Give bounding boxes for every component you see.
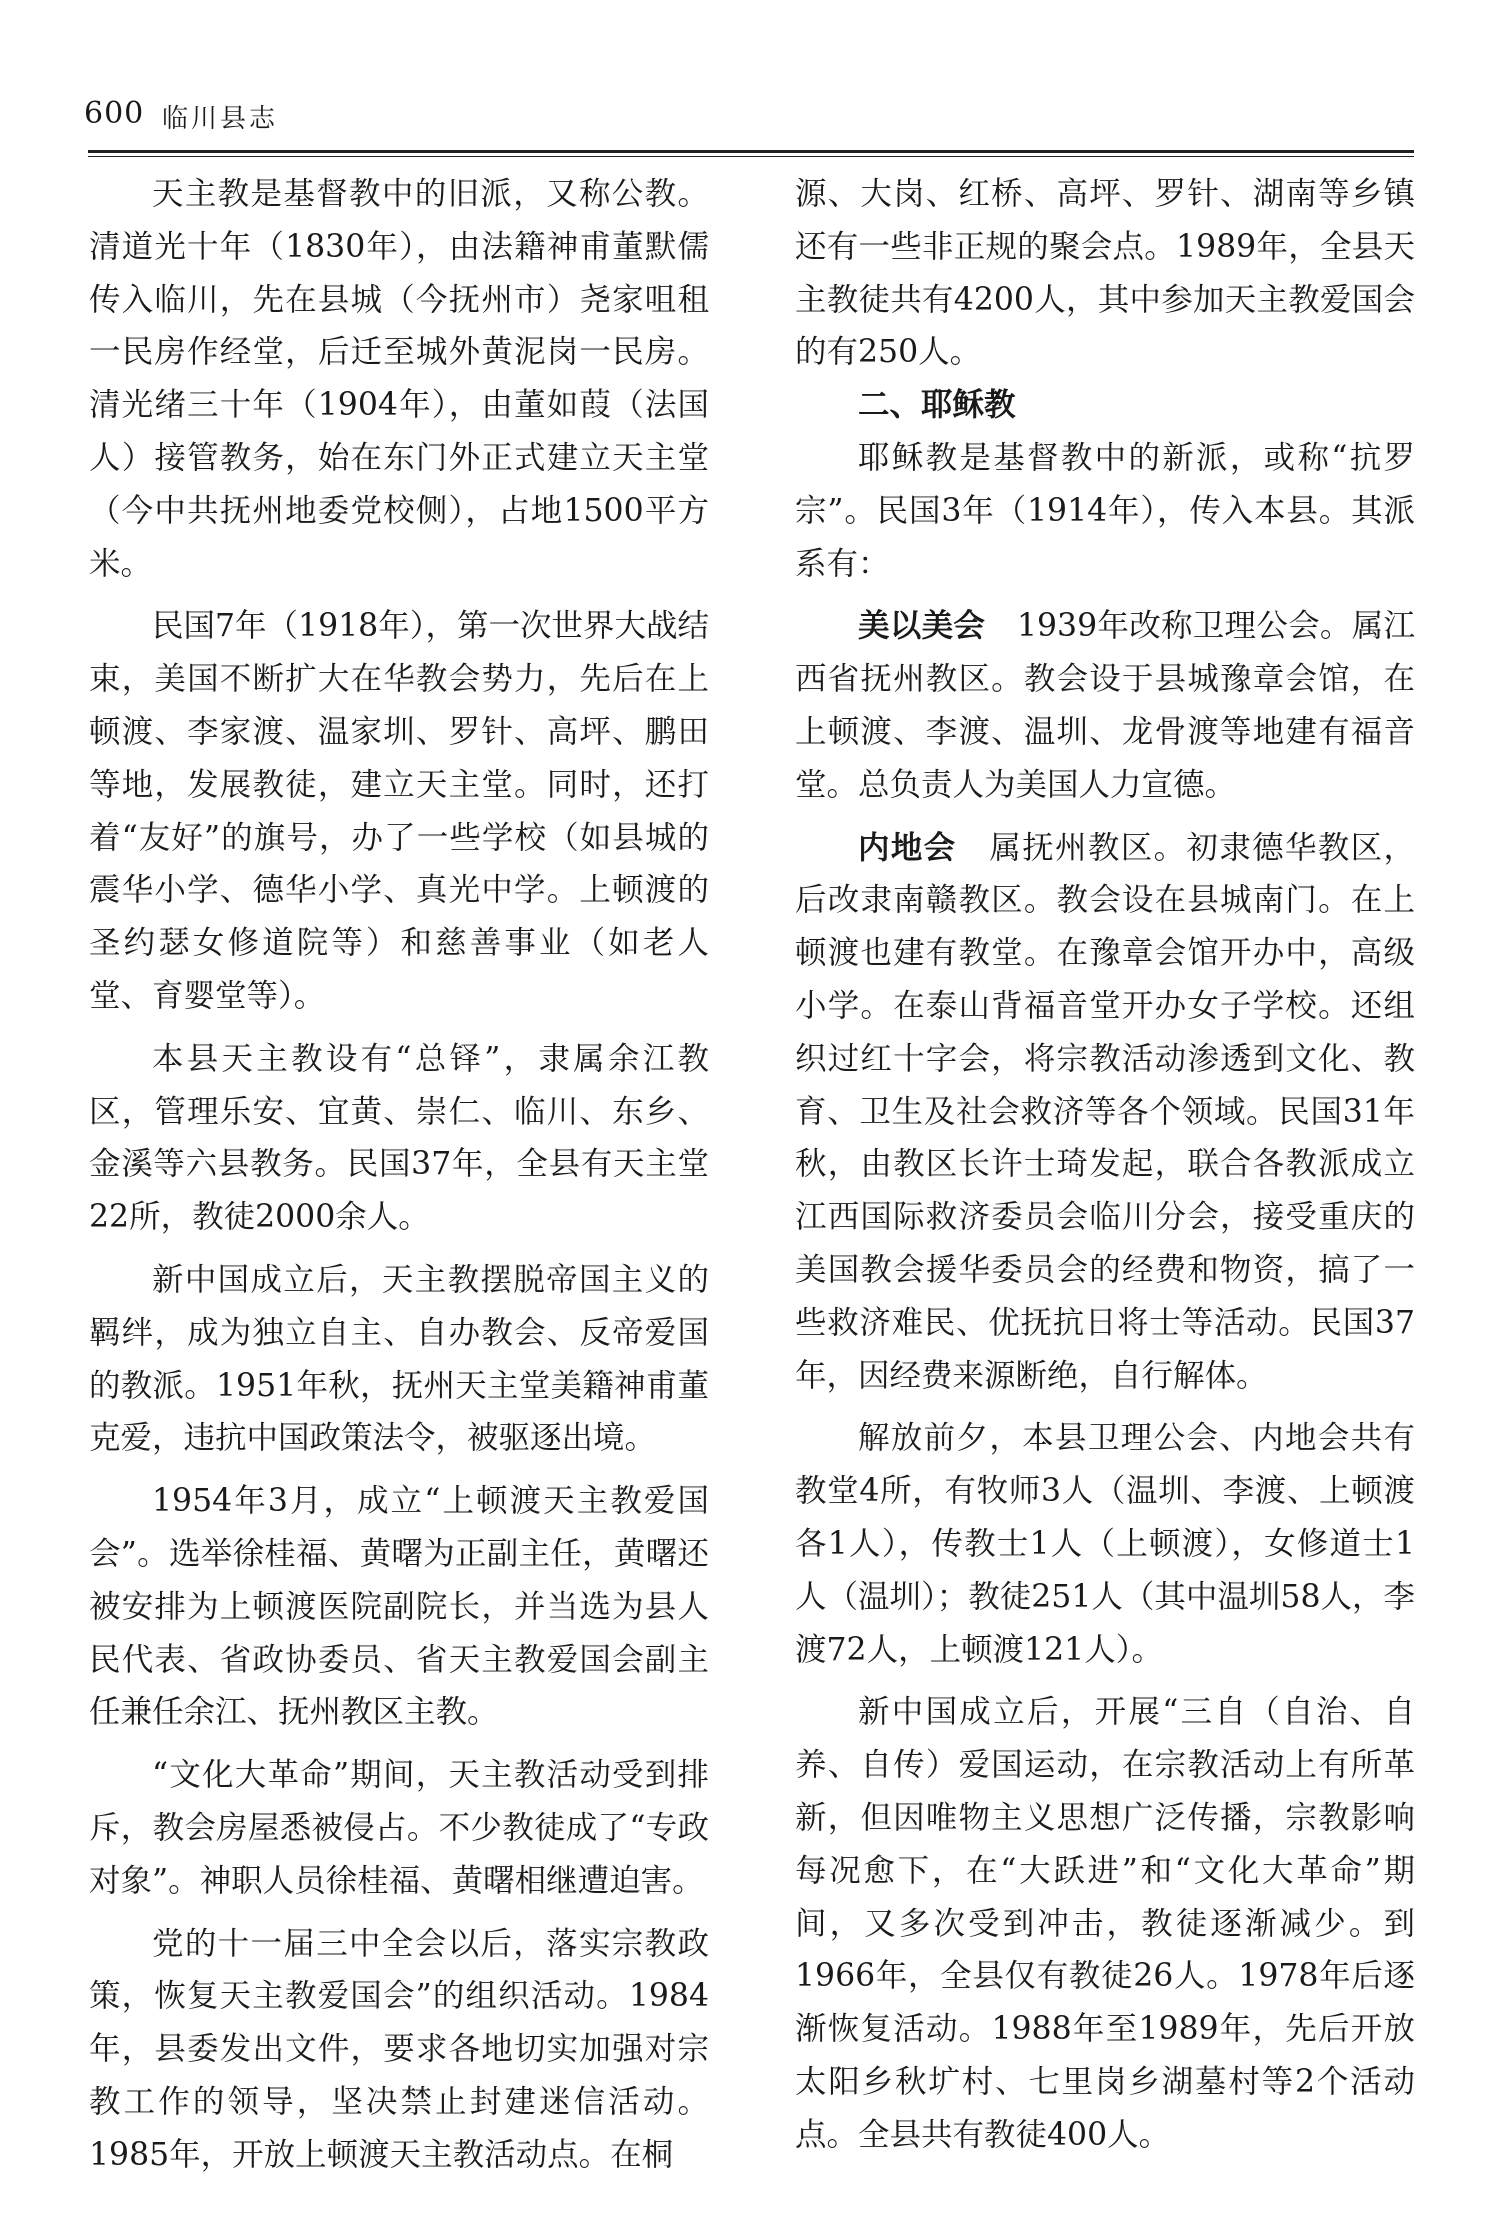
page-header xyxy=(84,56,1414,144)
continued-paragraph: 源、大岗、红桥、高坪、罗针、湖南等乡镇还有一些非正规的聚会点。1989年，全县天主教徒共有4200人，其中参加天主教爱国会的有250人。 xyxy=(795,176,1415,371)
paragraph-gap xyxy=(795,812,1415,822)
denomination-text: 1939年改称卫理公会。属江西省抚州教区。教会设于县城豫章会馆，在上顿渡、李渡、温圳、龙骨渡等地建有福音堂。总负责人为美国人力宣德。 xyxy=(795,608,1415,803)
left-column xyxy=(89,168,709,2181)
paragraph-gap xyxy=(89,1908,709,1918)
paragraph: 1954年3月，成立“上顿渡天主教爱国会”。选举徐桂福、黄曙为正副主任，黄曙还被安排为上顿渡医院副院长，并当选为县人民代表、省政协委员、省天主教爱国会副主任兼任余江、抚州教区主教。 xyxy=(89,1483,709,1731)
paragraph: 新中国成立后，开展“三自（自治、自养、自传）爱国运动，在宗教活动上有所革新，但因唯物主义思想广泛传播，宗教影响每况愈下，在“大跃进”和“文化大革命”期间，又多次受到冲击，教徒逐渐减少。到1966年，全县仅有教徒26人。1978年后逐渐恢复活动。1988年至1989年，先后开放太阳乡秋圹村、七里岗乡湖墓村等2个活动点。全县共有教徒400人。 xyxy=(795,1694,1415,2153)
paragraph: 本县天主教设有“总铎”，隶属余江教区，管理乐安、宜黄、崇仁、临川、东乡、金溪等六县教务。民国37年，全县有天主堂22所，教徒2000余人。 xyxy=(89,1040,709,1236)
denomination-name: 美以美会 xyxy=(858,607,986,645)
right-column xyxy=(795,168,1415,2161)
page-number: 600 xyxy=(84,96,145,131)
denomination-entry xyxy=(795,822,1415,1403)
paragraph: 天主教是基督教中的旧派，又称公教。清道光十年（1830年），由法籍神甫董默儒传入临川，先在县城（今抚州市）尧家咀租一民房作经堂，后迁至城外黄泥岗一民房。清光绪三十年（1904年），由董如葭（法国人）接管教务，始在东门外正式建立天主堂（今中共抚州地委党校侧），占地1500平方米。 xyxy=(89,176,709,582)
paragraph: 解放前夕，本县卫理公会、内地会共有教堂4所，有牧师3人（温圳、李渡、上顿渡各1人），传教士1人（上顿渡），女修道士1人（温圳）；教徒251人（其中温圳58人，李渡72人，上顿渡121人）。 xyxy=(795,1420,1415,1668)
paragraph: “文化大革命”期间，天主教活动受到排斥，教会房屋悉被侵占。不少教徒成了“专政对象”。神职人员徐桂福、黄曙相继遭迫害。 xyxy=(89,1757,709,1899)
paragraph: 新中国成立后，天主教摆脱帝国主义的羁绊，成为独立自主、自办教会、反帝爱国的教派。1951年秋，抚州天主堂美籍神甫董克爱，违抗中国政策法令，被驱逐出境。 xyxy=(89,1261,709,1457)
paragraph-gap xyxy=(89,1465,709,1475)
paragraph-gap xyxy=(89,590,709,600)
paragraph-gap xyxy=(795,590,1415,600)
denomination-text: 属抚州教区。初隶德华教区，后改隶南赣教区。教会设在县城南门。在上顿渡也建有教堂。在豫章会馆开办中，高级小学。在泰山背福音堂开办女子学校。还组织过红十字会，将宗教活动渗透到文化、教育、卫生及社会救济等各个领域。民国31年秋，由教区长许士琦发起，联合各教派成立江西国际救济委员会临川分会，接受重庆的美国教会援华委员会的经费和物资，搞了一些救济难民、优抚抗日将士等活动。民国37年，因经费来源断绝，自行解体。 xyxy=(795,829,1415,1394)
paragraph-gap xyxy=(89,1244,709,1254)
section-heading: 二、耶稣教 xyxy=(858,386,1016,424)
denomination-name: 内地会 xyxy=(858,828,957,866)
paragraph-gap xyxy=(89,1739,709,1749)
paragraph: 党的十一届三中全会以后，落实宗教政策，恢复天主教爱国会”的组织活动。1984年，县委发出文件，要求各地切实加强对宗教工作的领导，坚决禁止封建迷信活动。1985年，开放上顿渡天主教活动点。在桐 xyxy=(89,1925,709,2173)
paragraph-gap xyxy=(89,1023,709,1033)
paragraph-gap xyxy=(795,1676,1415,1686)
book-title: 临川县志 xyxy=(162,104,279,134)
paragraph: 民国7年（1918年），第一次世界大战结束，美国不断扩大在华教会势力，先后在上顿渡、李家渡、温家圳、罗针、高坪、鹏田等地，发展教徒，建立天主堂。同时，还打着“友好”的旗号，办了一些学校（如县城的震华小学、德华小学、真光中学。上顿渡的圣约瑟女修道院等）和慈善事业（如老人堂、育婴堂等）。 xyxy=(89,608,709,1014)
paragraph-gap xyxy=(795,1402,1415,1412)
denomination-entry xyxy=(795,600,1415,811)
header-rule xyxy=(88,150,1414,157)
section-intro: 耶稣教是基督教中的新派，或称“抗罗宗”。民国3年（1914年），传入本县。其派系有： xyxy=(795,439,1415,582)
